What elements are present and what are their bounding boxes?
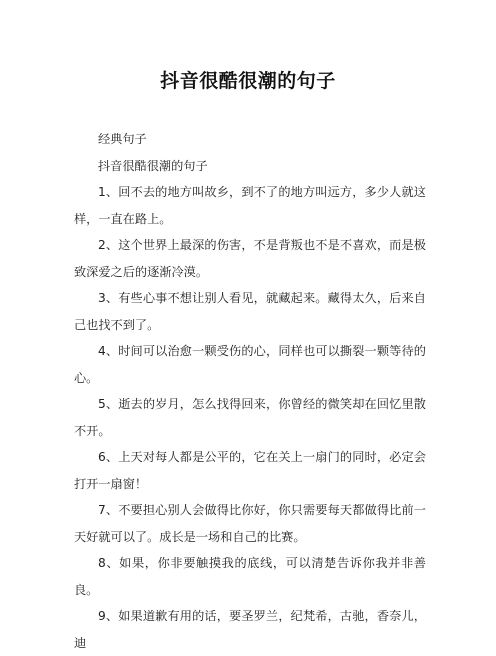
document-body <box>74 126 426 656</box>
paragraph-item: 6、上天对每人都是公平的，它在关上一扇门的同时，必定会打开一扇窗！ <box>74 450 426 491</box>
paragraph-item: 2、这个世界上最深的伤害，不是背叛也不是不喜欢，而是极致深爱之后的逐渐冷漠。 <box>74 238 426 279</box>
paragraph-item: 4、时间可以治愈一颗受伤的心，同样也可以撕裂一颗等待的心。 <box>74 344 426 385</box>
paragraph-item: 7、不要担心别人会做得比你好，你只需要每天都做得比前一天好就可以了。成长是一场和自己的比赛。 <box>74 503 426 544</box>
paragraph-item: 1、回不去的地方叫故乡，到不了的地方叫远方，多少人就这样，一直在路上。 <box>74 185 426 226</box>
paragraph-item: 5、逝去的岁月，怎么找得回来，你曾经的微笑却在回忆里散不开。 <box>74 397 426 438</box>
paragraph-item: 9、如果道歉有用的话，要圣罗兰，纪梵希，古驰，香奈儿，迪 <box>74 609 426 650</box>
paragraph-subtitle: 抖音很酷很潮的句子 <box>98 158 208 173</box>
document-title: 抖音很酷很潮的句子 <box>160 70 336 92</box>
paragraph-item: 8、如果，你非要触摸我的底线，可以清楚告诉你我并非善良。 <box>74 556 426 597</box>
paragraph-item: 3、有些心事不想让别人看见，就藏起来。藏得太久，后来自己也找不到了。 <box>74 291 426 332</box>
paragraph-section-label: 经典句子 <box>98 132 147 146</box>
